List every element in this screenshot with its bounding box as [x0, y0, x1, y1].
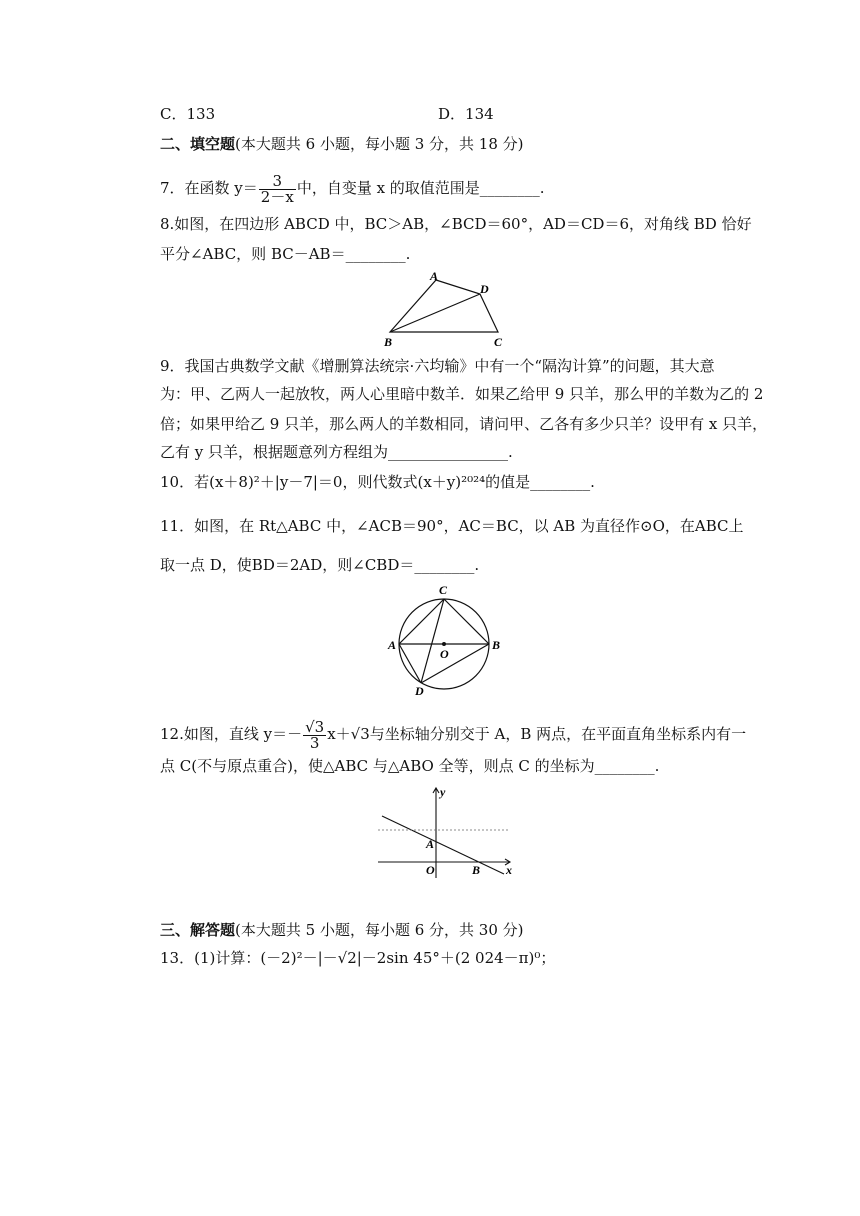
option-d: D．134: [438, 105, 494, 123]
figure-coordinate: [376, 784, 516, 880]
q7-den: 2－x: [260, 187, 294, 206]
question-11-line1: 11．如图，在 Rt△ABC 中，∠ACB＝90°，AC＝BC，以 AB 为直径作⊙O，在ABC上: [160, 517, 744, 535]
fig12-label-x: x: [506, 863, 512, 877]
question-7: [160, 168, 545, 208]
section-2-heading: [160, 134, 524, 154]
fig8-label-a: A: [430, 269, 439, 283]
fig12-label-y: y: [440, 785, 446, 799]
fig12-label-b: B: [472, 863, 481, 877]
section-3-heading: [160, 920, 524, 940]
question-12-line2: 点 C(不与原点重合)，使△ABC 与△ABO 全等，则点 C 的坐标为________.: [160, 757, 660, 775]
question-9-line4: 乙有 y 只羊，根据题意列方程组为________________.: [160, 443, 513, 461]
question-12-line1: [160, 714, 746, 754]
section-2-title: 二、填空题: [160, 135, 236, 153]
q12-fraction: [303, 717, 326, 752]
q7-num: 3: [259, 174, 296, 190]
q12-post: x＋√3与坐标轴分别交于 A，B 两点，在平面直角坐标系内有一: [327, 725, 747, 743]
fig11-label-a: A: [388, 638, 397, 652]
q12-den: 3: [309, 733, 320, 752]
figure-quadrilateral: [380, 268, 510, 348]
question-8-line1: 8.如图，在四边形 ABCD 中，BC＞AB，∠BCD＝60°，AD＝CD＝6，对角线 BD 恰好: [160, 215, 752, 233]
fig11-label-b: B: [492, 638, 501, 652]
fig8-label-c: C: [494, 335, 503, 348]
fig11-label-d: D: [415, 684, 424, 698]
question-10: 10．若(x＋8)²＋|y－7|＝0，则代数式(x＋y)²⁰²⁴的值是________.: [160, 473, 595, 491]
fig11-label-o: O: [440, 647, 449, 661]
q7-pre: 7．在函数 y＝: [160, 179, 258, 197]
question-8-line2: 平分∠ABC，则 BC－AB＝________.: [160, 245, 411, 263]
question-9-line1: 9．我国古典数学文献《增删算法统宗·六均输》中有一个“隔沟计算”的问题，其大意: [160, 357, 715, 375]
fig8-label-b: B: [384, 335, 393, 348]
fig12-label-o: O: [426, 863, 435, 877]
fig12-label-a: A: [426, 837, 435, 851]
option-c: C．133: [160, 105, 216, 123]
question-11-line2: 取一点 D，使BD＝2AD，则∠CBD＝________.: [160, 556, 480, 574]
section-3-title: 三、解答题: [160, 921, 236, 939]
question-9-line3: 倍；如果甲给乙 9 只羊，那么两人的羊数相同，请问甲、乙各有多少只羊？设甲有 x 只羊，: [160, 415, 768, 433]
q12-num: √3: [305, 717, 325, 736]
q12-pre: 12.如图，直线 y＝－: [160, 725, 303, 743]
question-13: 13．(1)计算：(－2)²－|－√2|－2sin 45°＋(2 024－π)⁰；: [160, 949, 556, 967]
fig11-label-c: C: [439, 583, 448, 597]
question-9-line2: 为：甲、乙两人一起放牧，两人心里暗中数羊．如果乙给甲 9 只羊，那么甲的羊数为乙的 2: [160, 385, 764, 403]
fig8-label-d: D: [480, 282, 489, 296]
figure-circle: [384, 582, 504, 698]
section-3-desc: (本大题共 5 小题，每小题 6 分，共 30 分): [235, 921, 524, 939]
q7-post: 中，自变量 x 的取值范围是________.: [296, 179, 545, 197]
section-2-desc: (本大题共 6 小题，每小题 3 分，共 18 分): [235, 135, 524, 153]
q7-fraction: [259, 171, 296, 206]
